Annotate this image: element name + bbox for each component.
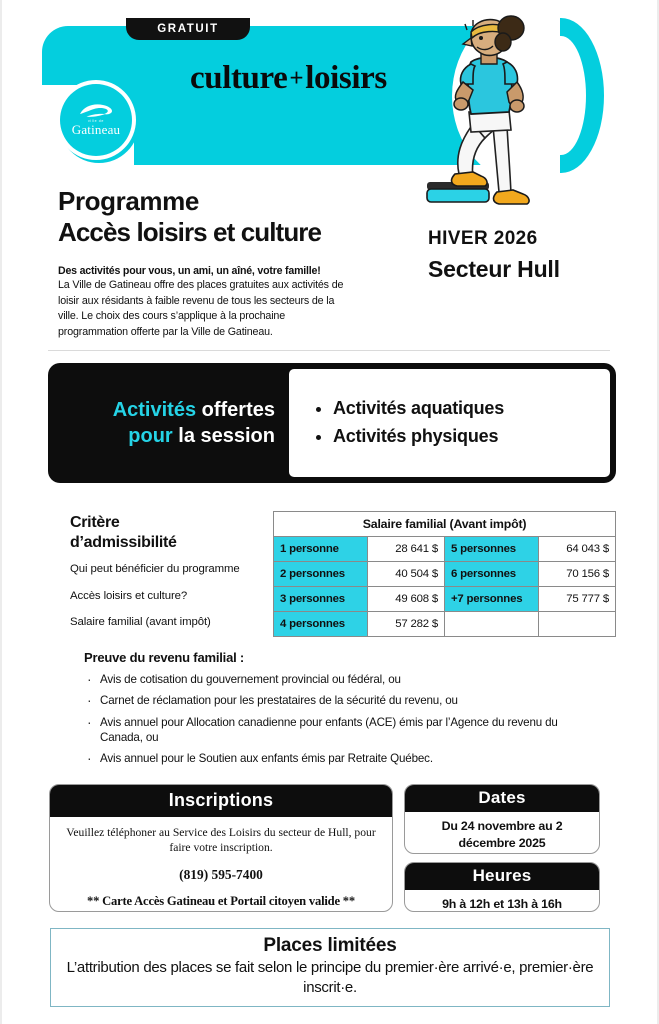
row-empty-cell: [444, 612, 538, 637]
inscriptions-phone[interactable]: (819) 595-7400: [179, 866, 263, 882]
logo-subtitle: ville de: [88, 118, 104, 123]
salary-table-header: Salaire familial (Avant impôt): [274, 512, 616, 537]
header-parenthesis-arc: [560, 18, 616, 173]
row-left-label: 1 personne: [274, 537, 368, 562]
criteria-title-line2: d’admissibilité: [70, 533, 177, 551]
activities-label-line2: [128, 423, 275, 449]
criteria-title-line1: Critère: [70, 514, 120, 531]
activities-label-l1b: offertes: [201, 399, 275, 421]
row-left-value: 28 641 $: [368, 537, 445, 562]
inscriptions-box: [49, 784, 393, 912]
row-right-label: 6 personnes: [444, 562, 538, 587]
row-right-label: 5 personnes: [444, 537, 538, 562]
places-title: Places limitées: [263, 935, 397, 956]
activities-section: [48, 363, 616, 483]
criteria-question-1: Qui peut bénéficier du programme: [70, 563, 240, 576]
person-stepping-illustration: [415, 14, 560, 226]
activities-list: [315, 395, 610, 451]
activities-label-l2b: la session: [172, 425, 275, 447]
activities-list-panel: [289, 369, 610, 477]
list-item: · Carnet de réclamation pour les prestataires de la sécurité du revenu, ou: [84, 693, 584, 708]
intro-divider: [48, 350, 610, 351]
activities-label-line1: [113, 397, 275, 423]
sector-label: Secteur Hull: [428, 256, 560, 282]
row-left-value: 40 504 $: [368, 562, 445, 587]
wordmark-loisirs: loisirs: [305, 60, 387, 96]
places-subtitle: L’attribution des places se fait selon le principe du premier·ère arrivé·e, premier·ère inscrit·e.: [66, 959, 594, 996]
list-item: • Activités aquatiques: [333, 395, 610, 423]
inscriptions-instructions: Veuillez téléphoner au Service des Loisirs du secteur de Hull, pour faire votre inscription.: [66, 826, 376, 855]
gatineau-logo: [60, 84, 132, 156]
inscriptions-heading: Inscriptions: [50, 785, 392, 817]
season-label: HIVER 2026: [428, 228, 538, 249]
places-limitees-box: [50, 928, 610, 1007]
table-row: [274, 537, 616, 562]
table-header-row: [274, 512, 616, 537]
dates-heading: Dates: [405, 785, 599, 812]
table-row: [274, 612, 616, 637]
heures-heading: Heures: [405, 863, 599, 890]
program-title-line1: Programme: [58, 186, 199, 216]
heures-box: [404, 862, 600, 912]
poster-header: [0, 0, 659, 178]
dates-box: [404, 784, 600, 854]
row-empty-cell: [539, 612, 616, 637]
criteria-title: [70, 513, 270, 552]
row-right-label: +7 personnes: [444, 587, 538, 612]
dates-value: Du 24 novembre au 2 décembre 2025: [441, 819, 563, 850]
activities-black-box: [48, 363, 616, 483]
inscriptions-note: ** Carte Accès Gatineau et Portail citoyen valide **: [87, 893, 355, 908]
row-left-value: 49 608 $: [368, 587, 445, 612]
proof-title: Preuve du revenu familial :: [84, 650, 245, 665]
criteria-section: [70, 513, 270, 632]
gratuit-badge: [126, 18, 250, 40]
row-right-value: 75 777 $: [539, 587, 616, 612]
logo-wordmark: Gatineau: [71, 122, 121, 138]
inscriptions-body: [50, 817, 392, 909]
activities-label-l2a: pour: [128, 425, 173, 447]
proof-section: [84, 650, 584, 772]
intro-section: [0, 178, 659, 338]
program-title-line2: Accès loisirs et culture: [58, 216, 322, 247]
table-row: [274, 562, 616, 587]
row-left-value: 57 282 $: [368, 612, 445, 637]
activities-label-l1a: Activités: [112, 399, 202, 421]
heures-value: 9h à 12h et 13h à 16h: [442, 897, 562, 911]
row-right-value: 70 156 $: [539, 562, 616, 587]
gratuit-badge-label: GRATUIT: [157, 23, 219, 35]
criteria-question-2: Accès loisirs et culture?: [70, 589, 188, 602]
wordmark-culture: culture: [190, 60, 288, 96]
list-item: · Avis annuel pour Allocation canadienne pour enfants (ACE) émis par l’Agence du revenu du Canada, ou: [84, 715, 584, 746]
gatineau-swoosh-icon: [78, 103, 114, 119]
row-left-label: 4 personnes: [274, 612, 368, 637]
table-row: [274, 587, 616, 612]
activities-label: [54, 369, 289, 477]
list-item: • Activités physiques: [333, 423, 610, 451]
criteria-question-3: Salaire familial (avant impôt): [70, 616, 211, 629]
proof-list: [84, 672, 584, 766]
wordmark-plus: +: [289, 65, 304, 92]
row-left-label: 3 personnes: [274, 587, 368, 612]
row-right-value: 64 043 $: [539, 537, 616, 562]
salary-table: [273, 511, 616, 637]
page-title: [58, 186, 321, 247]
intro-lead-text: Des activités pour vous, un ami, un aîné, votre famille!: [58, 265, 321, 277]
list-item: · Avis annuel pour le Soutien aux enfants émis par Retraite Québec.: [84, 751, 584, 766]
row-left-label: 2 personnes: [274, 562, 368, 587]
intro-body-text: La Ville de Gatineau offre des places gratuites aux activités de loisir aux résidants à faible revenu de tous les secteurs de la ville. Le choix des cours s’applique à la prochaine programmation offerte par la Ville de Gatineau.: [58, 279, 344, 338]
list-item: · Avis de cotisation du gouvernement provincial ou fédéral, ou: [84, 672, 584, 687]
